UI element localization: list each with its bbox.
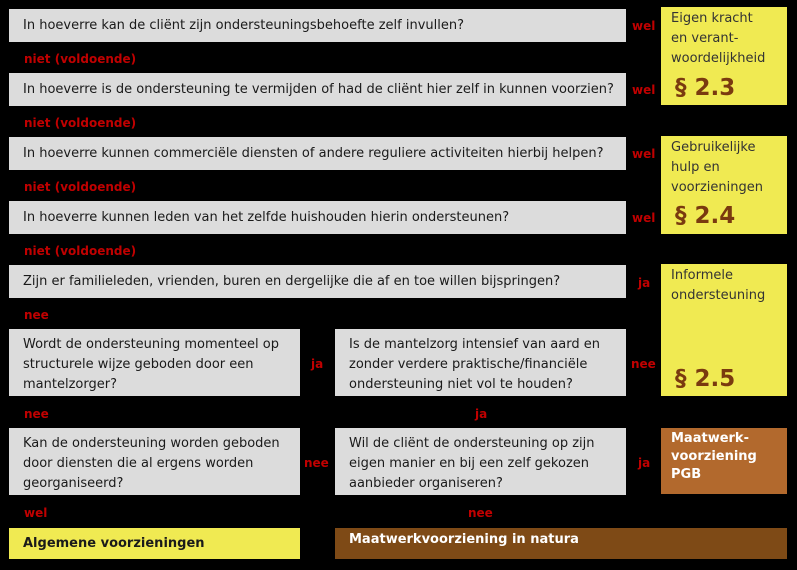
label-ja-q7: ja xyxy=(475,407,488,421)
outcome-eigen-kracht-line3: woordelijkheid xyxy=(671,51,766,66)
label-niet-q1: niet (voldoende) xyxy=(24,52,137,66)
question-4-text: In hoeverre kunnen leden van het zelfde huishouden hierin ondersteunen? xyxy=(23,209,510,225)
question-2-box xyxy=(9,73,626,106)
label-wel-q1: wel xyxy=(632,19,656,33)
question-6-text: Wordt de ondersteuning momenteel op structurele wijze geboden door een mantelzorger? xyxy=(23,337,279,392)
outcome-algemene-voorzieningen xyxy=(9,528,300,559)
question-4-box xyxy=(9,201,626,234)
label-nee-q6: nee xyxy=(24,407,49,421)
outcome-gebruikelijke-line2: hulp en xyxy=(671,160,720,175)
label-ja-q9: ja xyxy=(638,456,651,470)
question-3-text: In hoeverre kunnen commerciële diensten of andere reguliere activiteiten hierbij helpen? xyxy=(23,145,604,161)
question-9-box xyxy=(335,428,626,495)
label-niet-q2: niet (voldoende) xyxy=(24,116,137,130)
label-ja-q6: ja xyxy=(311,357,324,371)
outcome-informele-line2: ondersteuning xyxy=(671,288,766,303)
outcome-eigen-kracht-line1: Eigen kracht xyxy=(671,11,753,26)
outcome-eigen-kracht-line2: en verant- xyxy=(671,31,739,46)
outcome-gebruikelijke-line1: Gebruikelijke xyxy=(671,140,756,155)
question-7-box xyxy=(335,329,626,396)
outcome-pgb-line2: voorziening PGB xyxy=(671,449,757,482)
outcome-pgb-line1: Maatwerk- xyxy=(671,431,749,446)
label-niet-q4: niet (voldoende) xyxy=(24,244,137,258)
question-7-text: Is de mantelzorg intensief van aard en zonder verdere praktische/financiële ondersteuning niet vol te houden? xyxy=(349,337,600,392)
outcome-maatwerk-pgb xyxy=(661,428,787,494)
label-wel-q4: wel xyxy=(632,211,656,225)
label-wel-q2: wel xyxy=(632,83,656,97)
outcome-algemene-text: Algemene voorzieningen xyxy=(23,536,205,551)
question-8-box xyxy=(9,428,300,495)
question-8-text: Kan de ondersteuning worden geboden door diensten die al ergens worden georganiseerd? xyxy=(23,436,280,491)
question-3-box xyxy=(9,137,626,170)
question-9-text: Wil de cliënt de ondersteuning op zijn eigen manier en bij een zelf gekozen aanbieder organiseren? xyxy=(349,436,595,491)
section-2-5: § 2.5 xyxy=(675,366,736,392)
outcome-informele-line1: Informele xyxy=(671,268,733,283)
outcome-gebruikelijke-line3: voorzieningen xyxy=(671,180,763,195)
question-6-box xyxy=(9,329,300,396)
section-2-4: § 2.4 xyxy=(675,203,736,229)
section-2-3: § 2.3 xyxy=(675,75,736,101)
question-5-box xyxy=(9,265,626,298)
label-wel-q8: wel xyxy=(24,506,48,520)
outcome-maatwerk-natura xyxy=(335,528,787,559)
question-1-text: In hoeverre kan de cliënt zijn ondersteuningsbehoefte zelf invullen? xyxy=(23,17,464,33)
label-nee-q5: nee xyxy=(24,308,49,322)
outcome-natura-text: Maatwerkvoorziening in natura xyxy=(349,532,579,547)
label-nee-q9: nee xyxy=(468,506,493,520)
label-nee-q8: nee xyxy=(304,456,329,470)
question-1-box xyxy=(9,9,626,42)
question-2-text: In hoeverre is de ondersteuning te vermijden of had de cliënt hier zelf in kunnen voorzien? xyxy=(23,81,614,97)
label-niet-q3: niet (voldoende) xyxy=(24,180,137,194)
label-wel-q3: wel xyxy=(632,147,656,161)
question-5-text: Zijn er familieleden, vrienden, buren en dergelijke die af en toe willen bijspringen? xyxy=(23,273,561,289)
label-nee-q7: nee xyxy=(631,357,656,371)
label-ja-q5: ja xyxy=(638,276,651,290)
